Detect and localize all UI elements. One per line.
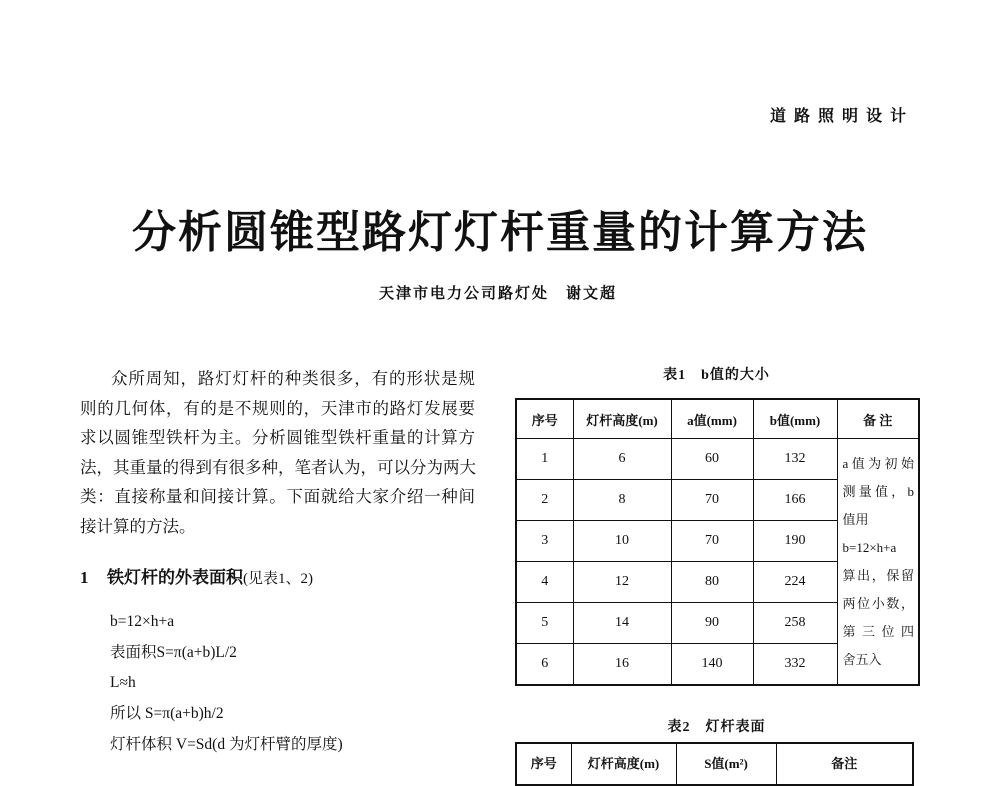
intro-line: 法，其重量的得到有很多种，笔者认为，可以分为两大 xyxy=(80,457,476,477)
intro-paragraph xyxy=(80,364,475,542)
table1-note-cell xyxy=(837,439,919,686)
table1-cell: 332 xyxy=(753,644,837,686)
table1-cell: 70 xyxy=(671,480,753,521)
table1-cell: 140 xyxy=(671,644,753,686)
table2-header-cell: 序号 xyxy=(516,743,571,785)
table2-header-cell: S值(m²) xyxy=(676,743,776,785)
table1-header-cell: 灯杆高度(m) xyxy=(573,399,671,439)
table2-header-cell: 灯杆高度(m) xyxy=(571,743,676,785)
intro-line: 求以圆锥型铁杆为主。分析圆锥型铁杆重量的计算方 xyxy=(80,428,475,448)
section-heading xyxy=(80,564,313,593)
table1-cell: 8 xyxy=(573,480,671,521)
table1-cell: 5 xyxy=(516,603,573,644)
section-table-ref: (见表1、2) xyxy=(243,571,313,587)
formula: 所以 S=π(a+b)h/2 xyxy=(110,705,224,723)
table1-cell: 3 xyxy=(516,521,573,562)
table1-cell: 2 xyxy=(516,480,573,521)
formula: b=12×h+a xyxy=(110,613,175,630)
note-line: 值用 xyxy=(842,512,869,527)
table1-caption: 表1 b值的大小 xyxy=(663,368,770,383)
table2-clip xyxy=(515,742,914,771)
table2-caption: 表2 灯杆表面 xyxy=(667,720,766,735)
note-line: 算出，保留 xyxy=(842,568,914,583)
table1-cell: 1 xyxy=(516,439,573,480)
table1-cell: 4 xyxy=(516,562,573,603)
running-title: 道路照明设计 xyxy=(769,108,914,125)
section-number: 1 xyxy=(80,568,89,587)
intro-line: 则的几何体，有的是不规则的，天津市的路灯发展要 xyxy=(80,398,475,418)
table1-header-cell: 备 注 xyxy=(837,399,919,439)
table1-header-cell: b值(mm) xyxy=(753,399,837,439)
note-line: 第三位四 xyxy=(842,624,914,639)
table1 xyxy=(515,398,920,686)
table-row xyxy=(516,439,919,480)
section-title: 铁灯杆的外表面积 xyxy=(107,568,243,587)
table1-cell: 14 xyxy=(573,603,671,644)
table1-cell: 224 xyxy=(753,562,837,603)
note-line: 两位小数， xyxy=(842,596,914,611)
article-title: 分析圆锥型路灯灯杆重量的计算方法 xyxy=(132,207,868,258)
note-line: a值为初始 xyxy=(842,456,914,471)
formula: 表面积S=π(a+b)L/2 xyxy=(110,643,237,661)
intro-line: 类：直接称量和间接计算。下面就给大家介绍一种间 xyxy=(80,487,475,507)
formula: 灯杆体积 V=Sd(d 为灯杆臂的厚度) xyxy=(110,735,343,753)
table1-cell: 12 xyxy=(573,562,671,603)
formula-list xyxy=(110,607,343,760)
table2-header-row xyxy=(516,743,913,785)
intro-line: 接计算的方法。 xyxy=(80,516,196,536)
table1-cell: 80 xyxy=(671,562,753,603)
table1-cell: 6 xyxy=(573,439,671,480)
table1-cell: 90 xyxy=(671,603,753,644)
formula: L≈h xyxy=(110,674,136,692)
table1-cell: 190 xyxy=(753,521,837,562)
table1-cell: 70 xyxy=(671,521,753,562)
table1-cell: 10 xyxy=(573,521,671,562)
article-author: 天津市电力公司路灯处 谢文超 xyxy=(378,286,617,302)
note-line: 舍五入 xyxy=(842,652,882,667)
table1-cell: 258 xyxy=(753,603,837,644)
intro-line: 众所周知，路灯灯杆的种类很多，有的形状是规 xyxy=(111,369,475,388)
table2 xyxy=(515,742,914,786)
table1-header-cell: a值(mm) xyxy=(671,399,753,439)
note-line: b=12×h+a xyxy=(842,540,897,555)
table1-cell: 60 xyxy=(671,439,753,480)
table1-header-cell: 序号 xyxy=(516,399,573,439)
table1-cell: 132 xyxy=(753,439,837,480)
table1-cell: 166 xyxy=(753,480,837,521)
table2-header-cell: 备注 xyxy=(776,743,913,785)
table1-cell: 16 xyxy=(573,644,671,686)
note-line: 测量值，b xyxy=(842,484,914,499)
table1-header-row xyxy=(516,399,919,439)
table1-cell: 6 xyxy=(516,644,573,686)
